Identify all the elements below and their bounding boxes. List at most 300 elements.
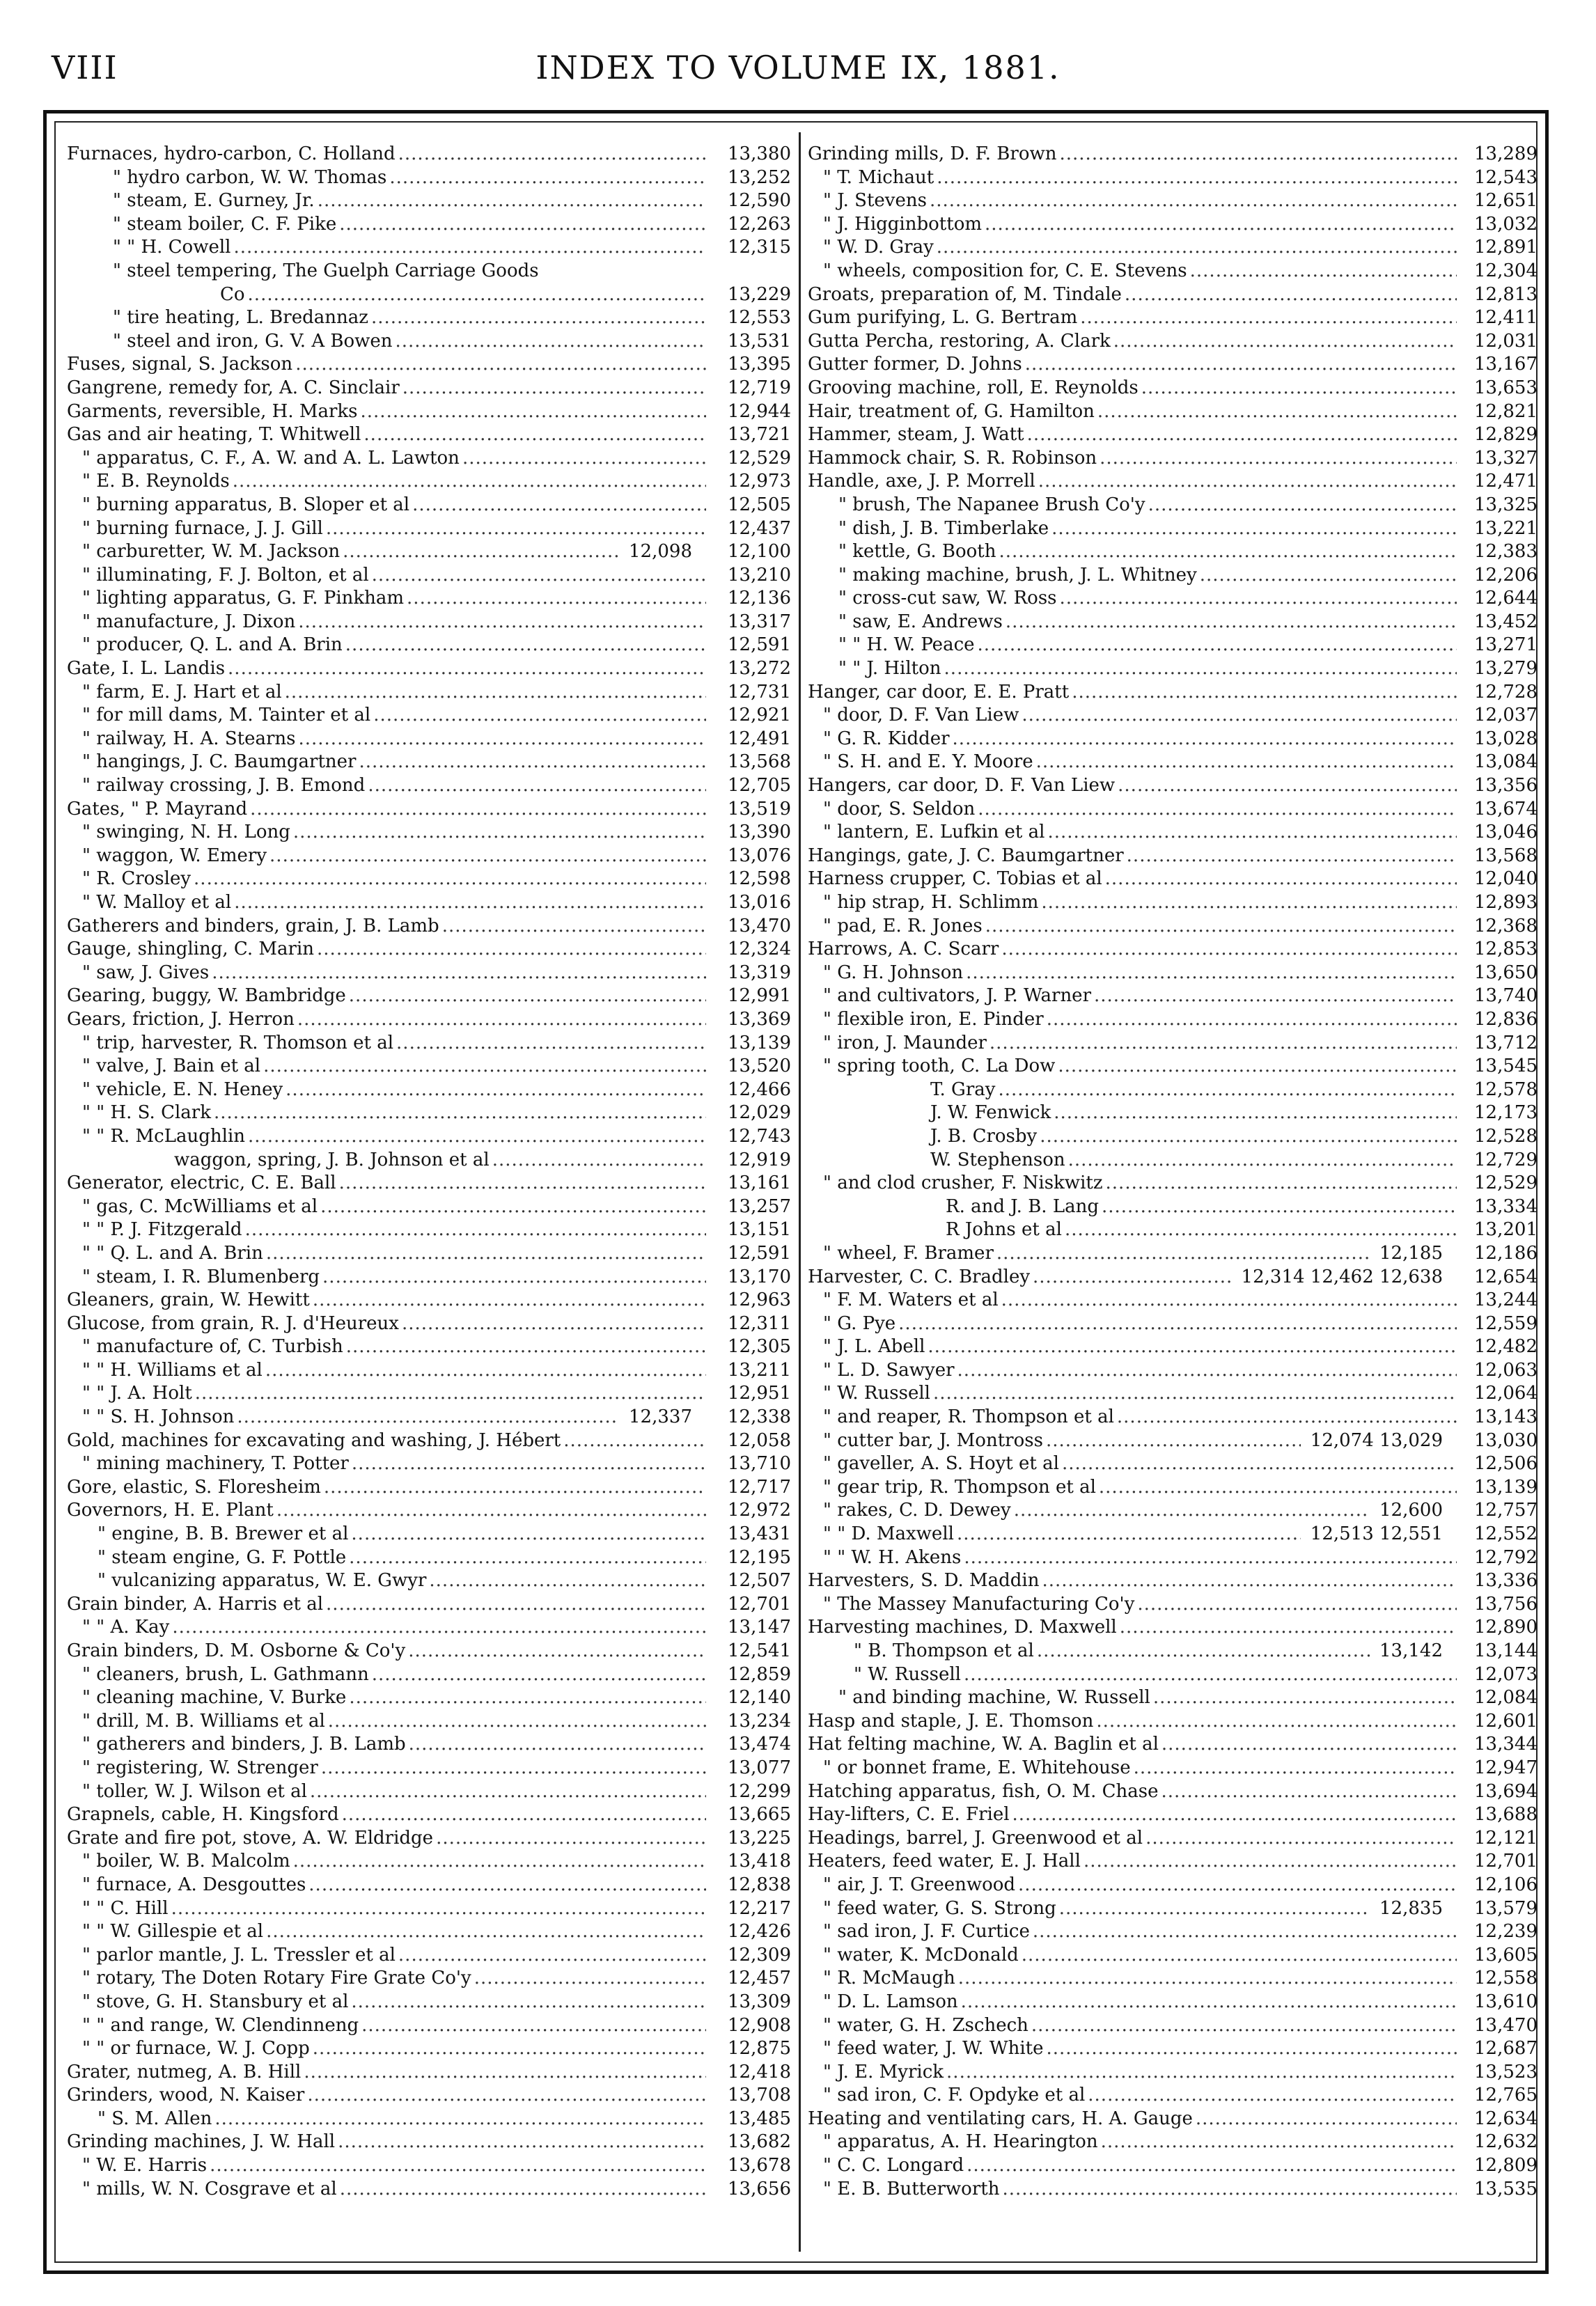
entry-text: Hair, treatment of, G. Hamilton bbox=[808, 400, 1095, 422]
dot-leader bbox=[363, 423, 706, 447]
entry-text: " kettle, G. Booth bbox=[838, 541, 996, 563]
index-entry bbox=[67, 2037, 791, 2061]
entry-extra-pages: 12,513 12,551 bbox=[1310, 1523, 1443, 1545]
dot-leader bbox=[1012, 1803, 1457, 1827]
index-entry bbox=[67, 236, 791, 260]
entry-text: " " C. Hill bbox=[82, 1897, 169, 1919]
index-entry bbox=[67, 1218, 791, 1242]
entry-text: " waggon, W. Emery bbox=[82, 845, 267, 866]
dot-leader bbox=[933, 1382, 1457, 1406]
index-column-left bbox=[67, 143, 791, 2201]
dot-leader bbox=[172, 1616, 706, 1640]
entry-text: " W. Russell bbox=[823, 1383, 930, 1404]
dot-leader bbox=[1101, 2131, 1457, 2154]
dot-leader bbox=[285, 1079, 706, 1102]
entry-text: " gear trip, R. Thompson et al bbox=[823, 1476, 1096, 1498]
index-entry bbox=[808, 751, 1538, 774]
entry-page-number: 13,016 bbox=[728, 892, 791, 913]
index-entry bbox=[808, 2084, 1538, 2108]
index-entry bbox=[808, 985, 1538, 1008]
index-entry bbox=[808, 1218, 1538, 1242]
index-entry bbox=[67, 1827, 791, 1851]
entry-page-number: 12,311 bbox=[728, 1312, 791, 1334]
entry-page-number: 13,665 bbox=[728, 1804, 791, 1826]
entry-page-number: 12,121 bbox=[1474, 1827, 1538, 1849]
index-entry bbox=[808, 564, 1538, 588]
dot-leader bbox=[1018, 1874, 1457, 1897]
entry-text: " " H. Williams et al bbox=[82, 1359, 263, 1381]
entry-text: " T. Michaut bbox=[823, 166, 934, 188]
dot-leader bbox=[352, 1452, 706, 1476]
entry-text: Gas and air heating, T. Whitwell bbox=[67, 424, 361, 446]
entry-page-number: 12,263 bbox=[728, 213, 791, 235]
index-entry bbox=[67, 774, 791, 798]
dot-leader bbox=[266, 1920, 706, 1944]
entry-page-number: 12,757 bbox=[1474, 1500, 1538, 1521]
entry-text: Harvesters, S. D. Maddin bbox=[808, 1570, 1040, 1592]
entry-text: Gatherers and binders, grain, J. B. Lamb bbox=[67, 915, 439, 936]
entry-page-number: 12,963 bbox=[728, 1289, 791, 1311]
dot-leader bbox=[265, 1359, 706, 1383]
index-entry bbox=[67, 891, 791, 915]
entry-page-number: 12,908 bbox=[728, 2014, 791, 2036]
index-entry bbox=[808, 1803, 1538, 1827]
dot-leader bbox=[361, 400, 706, 424]
entry-page-number: 12,411 bbox=[1474, 307, 1538, 329]
entry-text: " spring tooth, C. La Dow bbox=[823, 1056, 1056, 1077]
index-entry bbox=[808, 915, 1538, 939]
index-entry bbox=[808, 1242, 1538, 1266]
entry-text: Gauge, shingling, C. Marin bbox=[67, 939, 315, 960]
index-entry bbox=[808, 2037, 1538, 2061]
index-entry bbox=[808, 447, 1538, 471]
index-entry bbox=[67, 306, 791, 330]
entry-text: Grinders, wood, N. Kaiser bbox=[67, 2085, 305, 2106]
index-entry bbox=[67, 494, 791, 517]
entry-text: " apparatus, C. F., A. W. and A. L. Lawton bbox=[82, 447, 460, 469]
entry-page-number: 13,356 bbox=[1474, 775, 1538, 797]
dot-leader bbox=[1161, 1780, 1457, 1804]
dot-leader bbox=[492, 1149, 706, 1172]
index-entry bbox=[67, 1406, 791, 1429]
index-entry bbox=[808, 1663, 1538, 1687]
index-entry bbox=[67, 517, 791, 541]
entry-page-number: 12,338 bbox=[728, 1406, 791, 1428]
dot-leader bbox=[214, 2108, 706, 2131]
dot-leader bbox=[1031, 2014, 1457, 2038]
entry-text: " cross-cut saw, W. Ross bbox=[838, 588, 1057, 609]
entry-page-number: 12,136 bbox=[728, 588, 791, 609]
entry-text: " railway, H. A. Stearns bbox=[82, 728, 296, 749]
entry-text: Heaters, feed water, E. J. Hall bbox=[808, 1851, 1081, 1872]
entry-text: " pad, E. R. Jones bbox=[823, 915, 983, 936]
dot-leader bbox=[266, 1242, 706, 1266]
entry-text: " W. D. Gray bbox=[823, 237, 934, 258]
entry-page-number: 12,973 bbox=[728, 471, 791, 492]
entry-page-number: 13,712 bbox=[1474, 1032, 1538, 1053]
entry-page-number: 12,491 bbox=[728, 728, 791, 749]
entry-page-number: 13,336 bbox=[1474, 1570, 1538, 1592]
entry-text: " swinging, N. H. Long bbox=[82, 822, 290, 843]
entry-page-number: 13,390 bbox=[728, 822, 791, 843]
index-entry bbox=[67, 1382, 791, 1406]
entry-text: Hammer, steam, J. Watt bbox=[808, 424, 1024, 446]
entry-page-number: 12,100 bbox=[728, 541, 791, 563]
index-entry bbox=[67, 938, 791, 962]
entry-page-number: 12,368 bbox=[1474, 915, 1538, 936]
index-entry bbox=[67, 2061, 791, 2085]
entry-text: " J. Stevens bbox=[823, 190, 927, 212]
entry-text: Gearing, buggy, W. Bambridge bbox=[67, 985, 346, 1007]
entry-page-number: 13,523 bbox=[1474, 2061, 1538, 2083]
entry-page-number: 12,063 bbox=[1474, 1359, 1538, 1381]
entry-page-number: 13,721 bbox=[728, 424, 791, 446]
dot-leader bbox=[342, 1803, 706, 1827]
index-entry bbox=[67, 751, 791, 774]
entry-page-number: 13,028 bbox=[1474, 728, 1538, 749]
entry-text: W. Stephenson bbox=[930, 1149, 1065, 1170]
index-entry bbox=[808, 1640, 1538, 1663]
dot-leader bbox=[1042, 1569, 1457, 1593]
dot-leader bbox=[1118, 774, 1457, 798]
entry-page-number: 12,829 bbox=[1474, 424, 1538, 446]
entry-text: " " S. H. Johnson bbox=[82, 1406, 235, 1428]
dot-leader bbox=[1106, 1172, 1457, 1195]
entry-page-number: 12,719 bbox=[728, 377, 791, 398]
index-entry bbox=[67, 1897, 791, 1921]
dot-leader bbox=[563, 1429, 706, 1453]
entry-text: " railway crossing, J. B. Emond bbox=[82, 775, 366, 797]
dot-leader bbox=[944, 657, 1457, 681]
entry-page-number: 13,334 bbox=[1474, 1195, 1538, 1217]
dot-leader bbox=[371, 306, 706, 330]
entry-page-number: 12,305 bbox=[728, 1336, 791, 1358]
index-entry bbox=[808, 143, 1538, 166]
entry-text: R. and J. B. Lang bbox=[946, 1195, 1099, 1217]
entry-text: " steam boiler, C. F. Pike bbox=[113, 213, 337, 235]
entry-page-number: 13,474 bbox=[728, 1734, 791, 1755]
entry-text: Groats, preparation of, M. Tindale bbox=[808, 283, 1122, 305]
entry-page-number: 13,077 bbox=[728, 1757, 791, 1778]
index-entry bbox=[808, 821, 1538, 845]
index-entry bbox=[808, 1149, 1538, 1172]
entry-page-number: 13,708 bbox=[728, 2085, 791, 2106]
index-entry bbox=[67, 1710, 791, 1734]
index-entry bbox=[808, 845, 1538, 868]
entry-text: " water, G. H. Zschech bbox=[823, 2014, 1028, 2036]
entry-page-number: 12,507 bbox=[728, 1570, 791, 1592]
dot-leader bbox=[1083, 1850, 1457, 1874]
dot-leader bbox=[409, 1733, 706, 1757]
dot-leader bbox=[985, 915, 1457, 939]
dot-leader bbox=[1059, 1897, 1370, 1921]
index-entry bbox=[67, 377, 791, 400]
dot-leader bbox=[1006, 611, 1457, 634]
entry-page-number: 13,221 bbox=[1474, 517, 1538, 539]
entry-page-number: 12,482 bbox=[1474, 1336, 1538, 1358]
entry-text: Heating and ventilating cars, H. A. Gauge bbox=[808, 2108, 1193, 2129]
dot-leader bbox=[1105, 868, 1457, 891]
dot-leader bbox=[967, 2154, 1457, 2178]
index-entry bbox=[808, 798, 1538, 822]
index-entry bbox=[808, 1079, 1538, 1102]
index-entry bbox=[808, 353, 1538, 377]
dot-leader bbox=[1148, 494, 1457, 517]
index-entry bbox=[808, 704, 1538, 728]
index-entry bbox=[67, 1686, 791, 1710]
dot-leader bbox=[346, 1335, 706, 1359]
entry-text: Harvesting machines, D. Maxwell bbox=[808, 1617, 1117, 1638]
dot-leader bbox=[1060, 143, 1457, 166]
index-entry bbox=[808, 774, 1538, 798]
entry-text: " flexible iron, E. Pinder bbox=[823, 1008, 1044, 1030]
entry-text: " stove, G. H. Stansbury et al bbox=[82, 1991, 349, 2012]
index-entry bbox=[808, 1546, 1538, 1570]
index-entry bbox=[808, 1874, 1538, 1897]
index-entry bbox=[67, 985, 791, 1008]
entry-page-number: 13,211 bbox=[728, 1359, 791, 1381]
dot-leader bbox=[1062, 1452, 1457, 1476]
index-entry bbox=[808, 1593, 1538, 1617]
dot-leader bbox=[1046, 1429, 1301, 1453]
index-entry bbox=[808, 1686, 1538, 1710]
dot-leader bbox=[359, 751, 706, 774]
entry-text: " manufacture, J. Dixon bbox=[82, 611, 296, 632]
dot-leader bbox=[1094, 985, 1457, 1008]
index-entry bbox=[808, 1827, 1538, 1851]
dot-leader bbox=[321, 1757, 706, 1780]
entry-text: " hip strap, H. Schlimm bbox=[823, 892, 1039, 913]
dot-leader bbox=[474, 1967, 706, 1991]
page-title: INDEX TO VOLUME IX, 1881. bbox=[535, 49, 1061, 86]
index-entry bbox=[67, 447, 791, 471]
entry-page-number: 12,598 bbox=[728, 868, 791, 890]
entry-page-number: 13,688 bbox=[1474, 1804, 1538, 1826]
entry-text: " burning apparatus, B. Sloper et al bbox=[82, 494, 410, 515]
index-entry bbox=[67, 1569, 791, 1593]
index-entry bbox=[67, 1920, 791, 1944]
entry-page-number: 13,234 bbox=[728, 1710, 791, 1732]
index-entry bbox=[808, 1757, 1538, 1780]
dot-leader bbox=[1141, 377, 1457, 400]
index-entry bbox=[808, 517, 1538, 541]
dot-leader bbox=[1145, 1827, 1457, 1851]
index-entry bbox=[808, 1359, 1538, 1383]
index-entry bbox=[67, 283, 791, 307]
dot-leader bbox=[985, 213, 1457, 237]
entry-text: " " W. Gillespie et al bbox=[82, 1921, 264, 1943]
entry-text: " S. M. Allen bbox=[97, 2108, 212, 2129]
index-entry bbox=[808, 540, 1538, 564]
entry-page-number: 12,304 bbox=[1474, 260, 1538, 281]
entry-page-number: 13,519 bbox=[728, 798, 791, 819]
entry-page-number: 13,653 bbox=[1474, 377, 1538, 398]
index-entry bbox=[67, 470, 791, 494]
index-entry bbox=[808, 1967, 1538, 1991]
entry-text: " and reaper, R. Thompson et al bbox=[823, 1406, 1114, 1428]
dot-leader bbox=[1001, 938, 1457, 962]
dot-leader bbox=[398, 1944, 706, 1968]
index-entry bbox=[67, 1452, 791, 1476]
entry-text: " burning furnace, J. J. Gill bbox=[82, 517, 323, 539]
dot-leader bbox=[276, 1499, 706, 1523]
dot-leader bbox=[1161, 1733, 1457, 1757]
entry-text: " tire heating, L. Bredannaz bbox=[113, 307, 368, 329]
entry-page-number: 12,383 bbox=[1474, 541, 1538, 563]
entry-page-number: 12,875 bbox=[728, 2038, 791, 2060]
entry-page-number: 13,167 bbox=[1474, 354, 1538, 375]
entry-text: " L. D. Sawyer bbox=[823, 1359, 955, 1381]
index-entry bbox=[808, 494, 1538, 517]
entry-text: " steam, E. Gurney, Jr. bbox=[113, 190, 315, 212]
entry-page-number: 13,151 bbox=[728, 1219, 791, 1241]
dot-leader bbox=[429, 1569, 706, 1593]
entry-page-number: 12,418 bbox=[728, 2061, 791, 2083]
entry-text: " vulcanizing apparatus, W. E. Gwyr bbox=[97, 1570, 427, 1592]
index-entry bbox=[808, 1032, 1538, 1056]
entry-text: " " J. A. Holt bbox=[82, 1383, 192, 1404]
dot-leader bbox=[1037, 1640, 1370, 1663]
index-entry bbox=[67, 1359, 791, 1383]
entry-page-number: 13,610 bbox=[1474, 1991, 1538, 2012]
entry-text: " G. R. Kidder bbox=[823, 728, 950, 749]
dot-leader bbox=[1102, 1195, 1457, 1219]
entry-extra-pages: 12,185 bbox=[1379, 1242, 1443, 1264]
entry-text: " steel tempering, The Guelph Carriage Goods bbox=[113, 260, 539, 281]
entry-page-number: 12,919 bbox=[728, 1149, 791, 1170]
entry-text: " toller, W. J. Wilson et al bbox=[82, 1780, 307, 1802]
dot-leader bbox=[368, 774, 706, 798]
entry-text: " valve, J. Bain et al bbox=[82, 1056, 261, 1077]
entry-text: " E. B. Reynolds bbox=[82, 471, 230, 492]
entry-text: Gate, I. L. Landis bbox=[67, 658, 226, 680]
dot-leader bbox=[298, 728, 706, 751]
entry-page-number: 13,201 bbox=[1474, 1219, 1538, 1241]
index-entry bbox=[67, 2084, 791, 2108]
entry-text: Harness crupper, C. Tobias et al bbox=[808, 868, 1102, 890]
entry-text: " C. C. Longard bbox=[823, 2155, 964, 2176]
entry-page-number: 13,317 bbox=[728, 611, 791, 632]
dot-leader bbox=[961, 1991, 1457, 2014]
index-entry bbox=[808, 681, 1538, 705]
dot-leader bbox=[269, 845, 706, 868]
index-entry bbox=[67, 1335, 791, 1359]
dot-leader bbox=[285, 681, 706, 705]
entry-text: waggon, spring, J. B. Johnson et al bbox=[174, 1149, 490, 1170]
index-entry bbox=[808, 728, 1538, 751]
entry-page-number: 13,520 bbox=[728, 1056, 791, 1077]
dot-leader bbox=[1027, 423, 1457, 447]
entry-text: Gears, friction, J. Herron bbox=[67, 1008, 295, 1030]
entry-page-number: 13,139 bbox=[728, 1032, 791, 1053]
dot-leader bbox=[250, 798, 706, 822]
entry-page-number: 12,601 bbox=[1474, 1710, 1538, 1732]
dot-leader bbox=[1196, 2108, 1457, 2131]
entry-page-number: 13,535 bbox=[1474, 2178, 1538, 2199]
entry-page-number: 13,076 bbox=[728, 845, 791, 866]
entry-text: " G. Pye bbox=[823, 1312, 896, 1334]
entry-page-number: 12,578 bbox=[1474, 1079, 1538, 1100]
dot-leader bbox=[1014, 1499, 1370, 1523]
dot-leader bbox=[1125, 283, 1457, 307]
entry-text: " registering, W. Strenger bbox=[82, 1757, 318, 1778]
entry-page-number: 12,651 bbox=[1474, 190, 1538, 212]
entry-page-number: 12,106 bbox=[1474, 1874, 1538, 1895]
dot-leader bbox=[372, 564, 706, 588]
dot-leader bbox=[462, 447, 706, 471]
dot-leader bbox=[964, 1663, 1457, 1687]
entry-page-number: 13,380 bbox=[728, 143, 791, 164]
entry-page-number: 12,634 bbox=[1474, 2108, 1538, 2129]
dot-leader bbox=[313, 1289, 706, 1312]
entry-page-number: 12,437 bbox=[728, 517, 791, 539]
entry-page-number: 13,032 bbox=[1474, 213, 1538, 235]
dot-leader bbox=[373, 704, 706, 728]
dot-leader bbox=[228, 657, 706, 681]
entry-page-number: 12,891 bbox=[1474, 237, 1538, 258]
entry-text: " " W. H. Akens bbox=[823, 1546, 962, 1568]
index-entry bbox=[808, 1125, 1538, 1149]
dot-leader bbox=[1127, 845, 1457, 868]
index-entry bbox=[808, 1406, 1538, 1429]
index-entry bbox=[67, 681, 791, 705]
dot-leader bbox=[402, 1312, 706, 1336]
entry-text: " " or furnace, W. J. Copp bbox=[82, 2038, 310, 2060]
entry-text: " E. B. Butterworth bbox=[823, 2178, 1000, 2199]
dot-leader bbox=[210, 2154, 706, 2178]
index-entry bbox=[67, 260, 791, 283]
entry-text: " " and range, W. Clendinneng bbox=[82, 2014, 359, 2036]
entry-text: Hasp and staple, J. E. Thomson bbox=[808, 1710, 1094, 1732]
entry-text: Gum purifying, L. G. Bertram bbox=[808, 307, 1078, 329]
dot-leader bbox=[1113, 330, 1457, 354]
index-entry bbox=[67, 1032, 791, 1056]
index-entry bbox=[808, 891, 1538, 915]
dot-leader bbox=[326, 1593, 706, 1617]
entry-text: " engine, B. B. Brewer et al bbox=[97, 1523, 349, 1545]
dot-leader bbox=[1117, 1406, 1457, 1429]
entry-page-number: 12,299 bbox=[728, 1780, 791, 1802]
entry-text: Grater, nutmeg, A. B. Hill bbox=[67, 2061, 302, 2083]
entry-page-number: 13,279 bbox=[1474, 658, 1538, 680]
entry-text: " W. E. Harris bbox=[82, 2155, 208, 2176]
dot-leader bbox=[349, 985, 706, 1008]
entry-text: " or bonnet frame, E. Whitehouse bbox=[823, 1757, 1131, 1778]
index-entry bbox=[808, 2154, 1538, 2178]
entry-text: " gaveller, A. S. Hoyt et al bbox=[823, 1453, 1059, 1475]
dot-leader bbox=[1088, 2084, 1457, 2108]
index-entry bbox=[808, 189, 1538, 213]
index-entry bbox=[808, 213, 1538, 237]
index-entry bbox=[808, 1429, 1538, 1453]
dot-leader bbox=[402, 377, 706, 400]
entry-text: " feed water, J. W. White bbox=[823, 2038, 1044, 2060]
entry-text: " brush, The Napanee Brush Co'y bbox=[838, 494, 1145, 515]
entry-page-number: 12,728 bbox=[1474, 681, 1538, 703]
entry-page-number: 13,369 bbox=[728, 1008, 791, 1030]
dot-leader bbox=[953, 728, 1457, 751]
dot-leader bbox=[996, 1242, 1370, 1266]
entry-page-number: 12,073 bbox=[1474, 1663, 1538, 1685]
dot-leader bbox=[898, 1312, 1457, 1336]
dot-leader bbox=[349, 1686, 706, 1710]
dot-leader bbox=[998, 1079, 1457, 1102]
entry-page-number: 12,944 bbox=[728, 400, 791, 422]
entry-page-number: 13,272 bbox=[728, 658, 791, 680]
dot-leader bbox=[351, 1523, 706, 1546]
dot-leader bbox=[407, 587, 706, 611]
index-entry bbox=[67, 2108, 791, 2131]
